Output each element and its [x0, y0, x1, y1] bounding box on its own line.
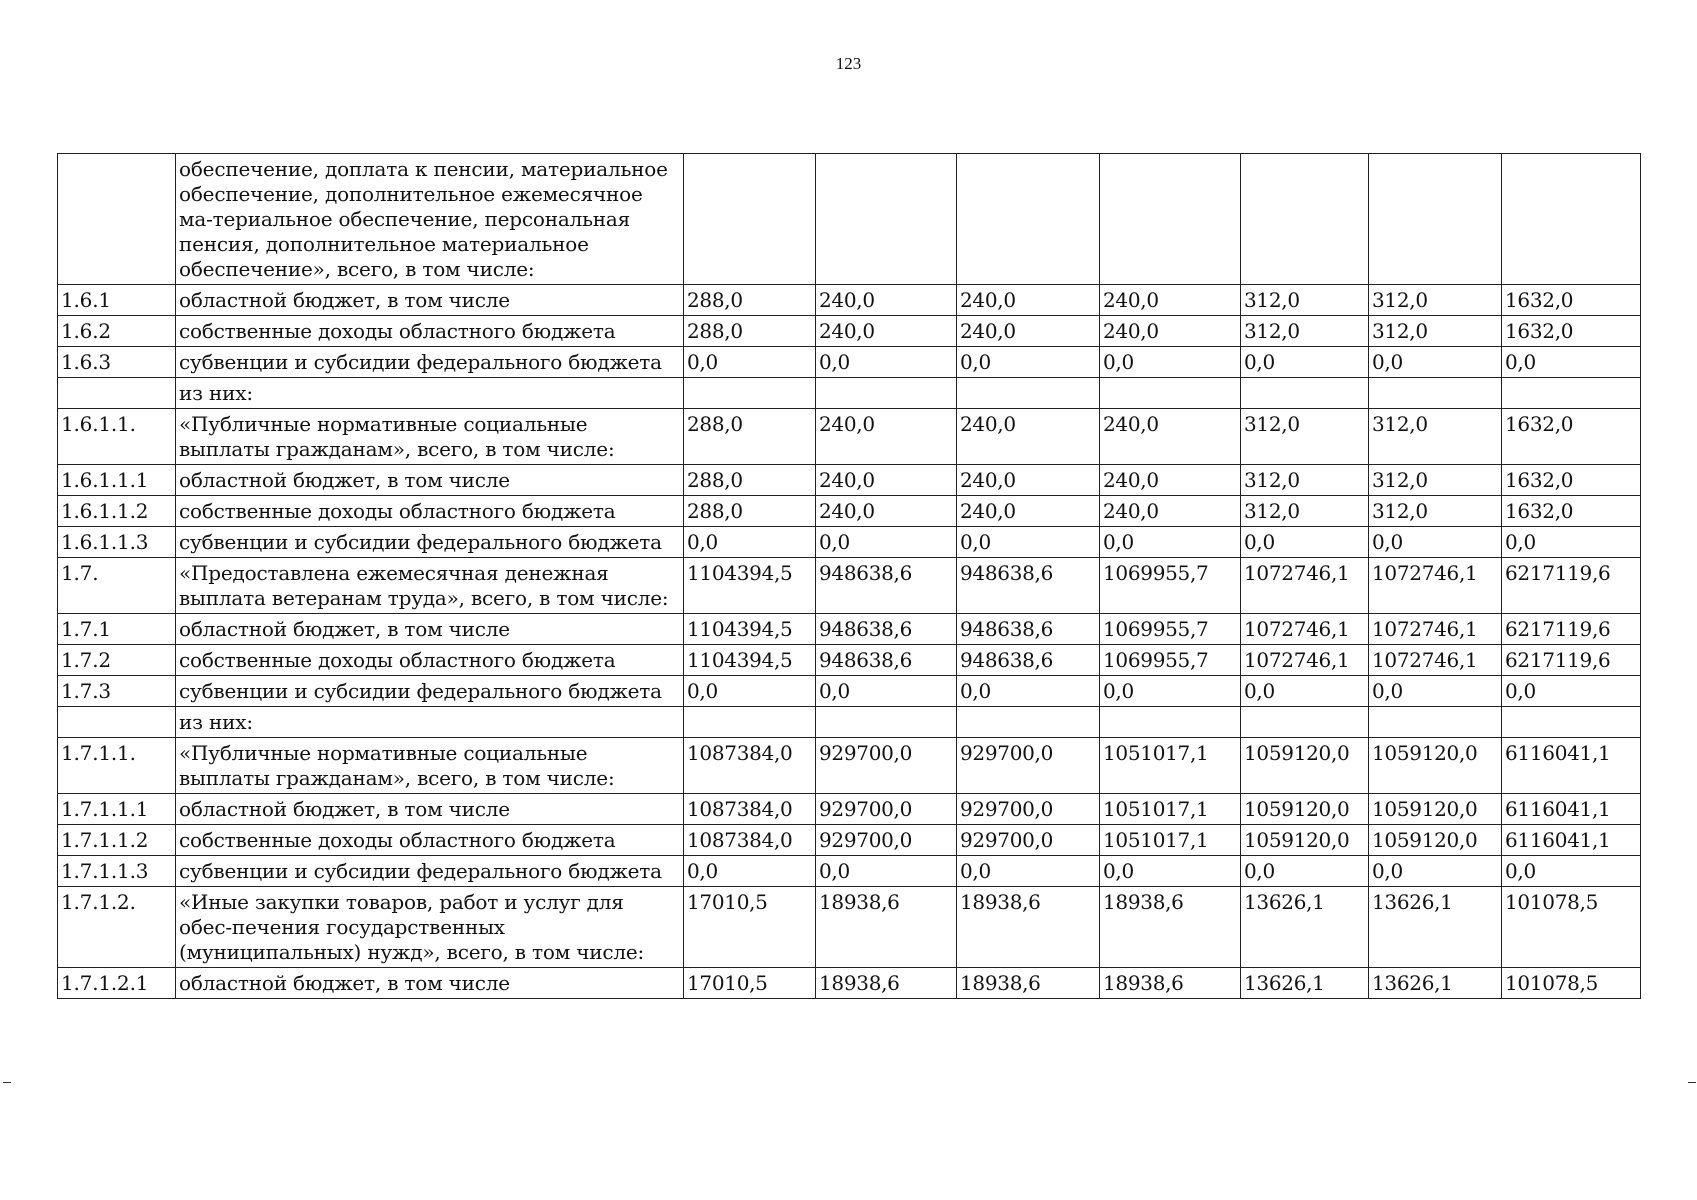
value-cell: 240,0: [957, 465, 1100, 496]
row-code-cell: 1.7.1.1.3: [58, 856, 176, 887]
value-cell: 1087384,0: [684, 738, 816, 794]
value-cell: 929700,0: [957, 794, 1100, 825]
value-cell: [1241, 154, 1369, 285]
value-cell: 1072746,1: [1369, 558, 1502, 614]
value-cell: 240,0: [816, 496, 957, 527]
row-code-cell: 1.7.: [58, 558, 176, 614]
value-cell: [816, 154, 957, 285]
value-cell: 6217119,6: [1502, 558, 1641, 614]
value-cell: 312,0: [1369, 409, 1502, 465]
table-row: [58, 707, 1641, 738]
value-cell: 929700,0: [816, 825, 957, 856]
row-description-cell: субвенции и субсидии федерального бюджета: [176, 676, 684, 707]
value-cell: [816, 707, 957, 738]
value-cell: 1059120,0: [1369, 825, 1502, 856]
row-description-cell: обеспечение, доплата к пенсии, материальное обеспечение, дополнительное ежемесячное ма-териальное обеспечение, персональная пенсия, дополнительное материальное обеспечение», всего, в том числе:: [176, 154, 684, 285]
value-cell: 0,0: [684, 527, 816, 558]
row-code-cell: 1.6.3: [58, 347, 176, 378]
row-description-cell: «Публичные нормативные социальные выплаты гражданам», всего, в том числе:: [176, 738, 684, 794]
table-row: [58, 316, 1641, 347]
table-row: [58, 154, 1641, 285]
value-cell: 0,0: [816, 676, 957, 707]
value-cell: 1087384,0: [684, 825, 816, 856]
value-cell: 101078,5: [1502, 968, 1641, 999]
value-cell: 1072746,1: [1369, 614, 1502, 645]
value-cell: 1069955,7: [1100, 614, 1241, 645]
row-description-cell: собственные доходы областного бюджета: [176, 316, 684, 347]
value-cell: 13626,1: [1369, 968, 1502, 999]
table-row: [58, 347, 1641, 378]
value-cell: 18938,6: [957, 887, 1100, 968]
value-cell: 312,0: [1241, 285, 1369, 316]
value-cell: 240,0: [816, 285, 957, 316]
row-code-cell: [58, 707, 176, 738]
table-body: [58, 154, 1641, 999]
value-cell: 240,0: [816, 409, 957, 465]
row-code-cell: 1.7.1.1.: [58, 738, 176, 794]
row-code-cell: 1.6.1.1.: [58, 409, 176, 465]
value-cell: 0,0: [816, 856, 957, 887]
value-cell: 288,0: [684, 409, 816, 465]
value-cell: 288,0: [684, 316, 816, 347]
value-cell: [1100, 378, 1241, 409]
row-description-cell: «Иные закупки товаров, работ и услуг для обес-печения государственных (муниципальных) нужд», всего, в том числе:: [176, 887, 684, 968]
table-row: [58, 378, 1641, 409]
value-cell: 948638,6: [816, 614, 957, 645]
table-row: [58, 465, 1641, 496]
row-code-cell: 1.6.1.1.3: [58, 527, 176, 558]
value-cell: 0,0: [1502, 856, 1641, 887]
value-cell: 18938,6: [957, 968, 1100, 999]
value-cell: [1100, 707, 1241, 738]
row-code-cell: [58, 378, 176, 409]
value-cell: 1632,0: [1502, 409, 1641, 465]
value-cell: 948638,6: [957, 614, 1100, 645]
value-cell: 13626,1: [1369, 887, 1502, 968]
row-code-cell: 1.7.1.2.: [58, 887, 176, 968]
value-cell: [1502, 154, 1641, 285]
row-code-cell: 1.6.1.1.2: [58, 496, 176, 527]
value-cell: 1072746,1: [1241, 614, 1369, 645]
row-description-cell: областной бюджет, в том числе: [176, 968, 684, 999]
table-row: [58, 887, 1641, 968]
value-cell: 17010,5: [684, 968, 816, 999]
value-cell: 1059120,0: [1369, 794, 1502, 825]
value-cell: 1072746,1: [1241, 645, 1369, 676]
value-cell: 288,0: [684, 465, 816, 496]
table-row: [58, 285, 1641, 316]
value-cell: 0,0: [684, 347, 816, 378]
value-cell: [1502, 378, 1641, 409]
value-cell: 0,0: [957, 527, 1100, 558]
value-cell: 6217119,6: [1502, 614, 1641, 645]
value-cell: 0,0: [1369, 347, 1502, 378]
row-code-cell: 1.6.1: [58, 285, 176, 316]
value-cell: 0,0: [816, 527, 957, 558]
value-cell: [1502, 707, 1641, 738]
value-cell: 0,0: [1241, 347, 1369, 378]
value-cell: 312,0: [1369, 496, 1502, 527]
row-description-cell: субвенции и субсидии федерального бюджета: [176, 347, 684, 378]
value-cell: 0,0: [1241, 856, 1369, 887]
value-cell: 1069955,7: [1100, 645, 1241, 676]
value-cell: 312,0: [1241, 409, 1369, 465]
value-cell: 0,0: [957, 676, 1100, 707]
value-cell: 240,0: [957, 316, 1100, 347]
table-row: [58, 968, 1641, 999]
row-description-cell: собственные доходы областного бюджета: [176, 645, 684, 676]
value-cell: 1072746,1: [1369, 645, 1502, 676]
value-cell: 0,0: [1241, 676, 1369, 707]
table-row: [58, 825, 1641, 856]
value-cell: [957, 378, 1100, 409]
value-cell: 312,0: [1369, 465, 1502, 496]
value-cell: 0,0: [1241, 527, 1369, 558]
table-row: [58, 409, 1641, 465]
value-cell: 1072746,1: [1241, 558, 1369, 614]
value-cell: 1059120,0: [1369, 738, 1502, 794]
value-cell: 13626,1: [1241, 968, 1369, 999]
row-code-cell: 1.7.1.1.1: [58, 794, 176, 825]
value-cell: 948638,6: [957, 558, 1100, 614]
row-description-cell: субвенции и субсидии федерального бюджета: [176, 527, 684, 558]
value-cell: 18938,6: [816, 968, 957, 999]
value-cell: [1369, 154, 1502, 285]
value-cell: 1104394,5: [684, 645, 816, 676]
value-cell: 1104394,5: [684, 614, 816, 645]
value-cell: [684, 707, 816, 738]
row-description-cell: областной бюджет, в том числе: [176, 614, 684, 645]
value-cell: 101078,5: [1502, 887, 1641, 968]
value-cell: 13626,1: [1241, 887, 1369, 968]
value-cell: 288,0: [684, 285, 816, 316]
value-cell: 240,0: [1100, 316, 1241, 347]
edge-mark: [1688, 1082, 1696, 1083]
value-cell: 0,0: [1502, 676, 1641, 707]
value-cell: 240,0: [957, 285, 1100, 316]
value-cell: 18938,6: [1100, 887, 1241, 968]
value-cell: 312,0: [1369, 316, 1502, 347]
row-code-cell: 1.7.3: [58, 676, 176, 707]
value-cell: 929700,0: [957, 738, 1100, 794]
value-cell: 240,0: [957, 409, 1100, 465]
value-cell: 0,0: [1502, 347, 1641, 378]
value-cell: 1104394,5: [684, 558, 816, 614]
value-cell: 240,0: [957, 496, 1100, 527]
row-code-cell: 1.7.2: [58, 645, 176, 676]
row-description-cell: «Публичные нормативные социальные выплаты гражданам», всего, в том числе:: [176, 409, 684, 465]
value-cell: 0,0: [1100, 527, 1241, 558]
value-cell: [1100, 154, 1241, 285]
value-cell: 1632,0: [1502, 316, 1641, 347]
value-cell: 0,0: [684, 676, 816, 707]
value-cell: 312,0: [1241, 465, 1369, 496]
value-cell: [684, 154, 816, 285]
row-code-cell: 1.7.1: [58, 614, 176, 645]
row-description-cell: собственные доходы областного бюджета: [176, 496, 684, 527]
table-row: [58, 738, 1641, 794]
value-cell: 288,0: [684, 496, 816, 527]
value-cell: 948638,6: [816, 558, 957, 614]
value-cell: 0,0: [684, 856, 816, 887]
value-cell: 312,0: [1241, 316, 1369, 347]
value-cell: 18938,6: [816, 887, 957, 968]
value-cell: 240,0: [816, 316, 957, 347]
value-cell: 0,0: [1100, 676, 1241, 707]
value-cell: 240,0: [1100, 285, 1241, 316]
value-cell: 1059120,0: [1241, 794, 1369, 825]
table-row: [58, 527, 1641, 558]
value-cell: 18938,6: [1100, 968, 1241, 999]
row-description-cell: областной бюджет, в том числе: [176, 465, 684, 496]
row-description-cell: субвенции и субсидии федерального бюджета: [176, 856, 684, 887]
value-cell: 1051017,1: [1100, 738, 1241, 794]
value-cell: [957, 707, 1100, 738]
row-description-cell: «Предоставлена ежемесячная денежная выплата ветеранам труда», всего, в том числе:: [176, 558, 684, 614]
table-row: [58, 645, 1641, 676]
table-row: [58, 496, 1641, 527]
row-description-cell: областной бюджет, в том числе: [176, 794, 684, 825]
value-cell: 240,0: [816, 465, 957, 496]
row-description-cell: собственные доходы областного бюджета: [176, 825, 684, 856]
value-cell: 240,0: [1100, 465, 1241, 496]
row-code-cell: 1.6.1.1.1: [58, 465, 176, 496]
value-cell: 1632,0: [1502, 285, 1641, 316]
value-cell: 929700,0: [816, 794, 957, 825]
value-cell: 1051017,1: [1100, 825, 1241, 856]
value-cell: 948638,6: [816, 645, 957, 676]
row-code-cell: 1.6.2: [58, 316, 176, 347]
row-description-cell: областной бюджет, в том числе: [176, 285, 684, 316]
value-cell: [1241, 378, 1369, 409]
value-cell: 1051017,1: [1100, 794, 1241, 825]
value-cell: 0,0: [957, 347, 1100, 378]
value-cell: [816, 378, 957, 409]
value-cell: 1087384,0: [684, 794, 816, 825]
value-cell: 312,0: [1241, 496, 1369, 527]
value-cell: [957, 154, 1100, 285]
value-cell: 17010,5: [684, 887, 816, 968]
value-cell: 0,0: [1502, 527, 1641, 558]
value-cell: 240,0: [1100, 496, 1241, 527]
budget-table: [57, 153, 1641, 999]
edge-mark: [3, 1082, 11, 1083]
table-row: [58, 794, 1641, 825]
value-cell: 948638,6: [957, 645, 1100, 676]
row-code-cell: [58, 154, 176, 285]
value-cell: 312,0: [1369, 285, 1502, 316]
value-cell: 0,0: [1100, 347, 1241, 378]
value-cell: 1632,0: [1502, 465, 1641, 496]
value-cell: 1059120,0: [1241, 738, 1369, 794]
value-cell: [1369, 707, 1502, 738]
table-row: [58, 614, 1641, 645]
table-row: [58, 676, 1641, 707]
value-cell: 6116041,1: [1502, 825, 1641, 856]
value-cell: 929700,0: [957, 825, 1100, 856]
page-number: 123: [835, 54, 862, 73]
value-cell: 1059120,0: [1241, 825, 1369, 856]
value-cell: [684, 378, 816, 409]
value-cell: 6116041,1: [1502, 794, 1641, 825]
value-cell: 929700,0: [816, 738, 957, 794]
value-cell: 0,0: [957, 856, 1100, 887]
value-cell: 0,0: [1369, 856, 1502, 887]
value-cell: 240,0: [1100, 409, 1241, 465]
row-code-cell: 1.7.1.2.1: [58, 968, 176, 999]
row-description-cell: из них:: [176, 378, 684, 409]
value-cell: 1632,0: [1502, 496, 1641, 527]
value-cell: 6217119,6: [1502, 645, 1641, 676]
value-cell: 0,0: [1100, 856, 1241, 887]
table-row: [58, 856, 1641, 887]
value-cell: [1241, 707, 1369, 738]
value-cell: 0,0: [1369, 676, 1502, 707]
value-cell: [1369, 378, 1502, 409]
row-code-cell: 1.7.1.1.2: [58, 825, 176, 856]
value-cell: 0,0: [1369, 527, 1502, 558]
value-cell: 6116041,1: [1502, 738, 1641, 794]
row-description-cell: из них:: [176, 707, 684, 738]
value-cell: 1069955,7: [1100, 558, 1241, 614]
value-cell: 0,0: [816, 347, 957, 378]
table-row: [58, 558, 1641, 614]
